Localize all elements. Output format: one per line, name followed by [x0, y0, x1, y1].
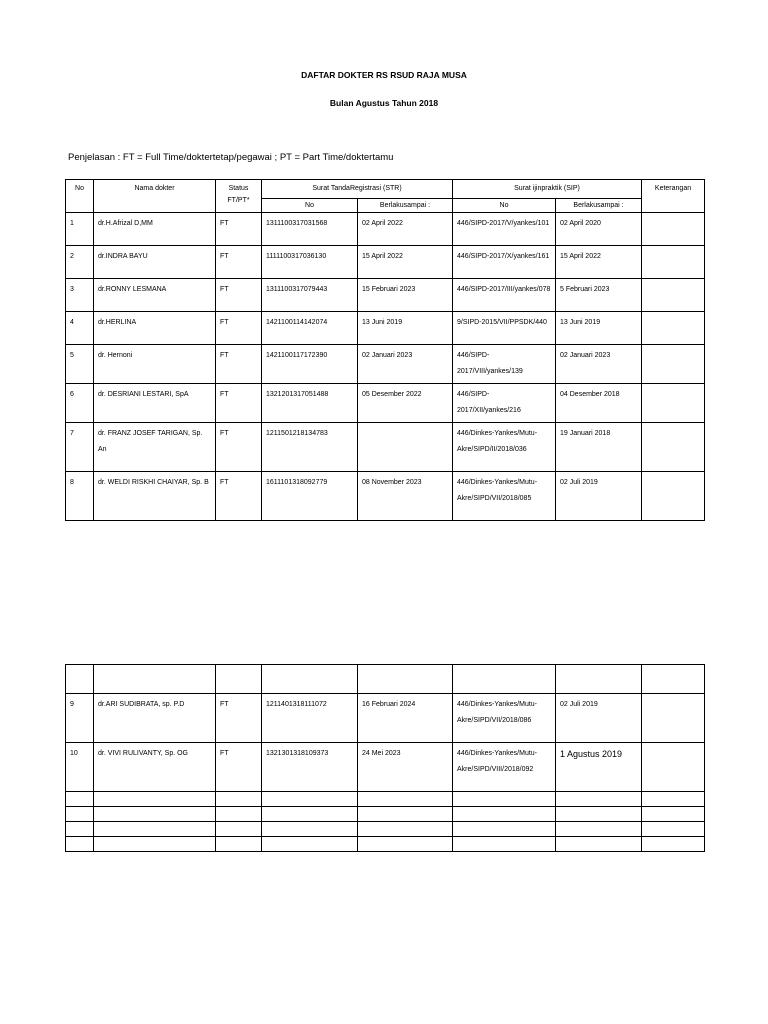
document-title: DAFTAR DOKTER RS RSUD RAJA MUSA [301, 70, 467, 80]
cell-str-berlaku: 15 Februari 2023 [358, 279, 453, 312]
cell-status: FT [216, 384, 262, 423]
header-status: Status FT/PT* [216, 180, 262, 213]
explanation-note: Penjelasan : FT = Full Time/doktertetap/pegawai ; PT = Part Time/doktertamu [68, 152, 394, 163]
cell-sip-no: 446/Dinkes-Yankes/Mutu-Akre/SIPD/II/2018/036 [453, 423, 556, 472]
cell-no: 3 [66, 279, 94, 312]
cell-sip-berlaku: 02 Juli 2019 [556, 694, 642, 743]
cell-keterangan [642, 384, 705, 423]
cell-str-no: 1211401318111072 [262, 694, 358, 743]
empty-row [66, 822, 705, 837]
cell-keterangan [642, 279, 705, 312]
cell-str-berlaku: 24 Mei 2023 [358, 743, 453, 792]
cell-nama: dr. WELDI RISKHI CHAIYAR, Sp. B [94, 472, 216, 521]
table-header-row [66, 180, 705, 199]
cell-keterangan [642, 472, 705, 521]
cell-sip-no: 446/Dinkes-Yankes/Mutu-Akre/SIPD/VII/2018/086 [453, 694, 556, 743]
cell-str-berlaku: 02 Januari 2023 [358, 345, 453, 384]
cell-keterangan [642, 423, 705, 472]
table-row [66, 472, 705, 521]
header-str-berlaku: Berlakusampai : [358, 199, 453, 213]
header-keterangan: Keterangan [642, 180, 705, 213]
cell-no: 5 [66, 345, 94, 384]
cell-sip-berlaku: 02 Januari 2023 [556, 345, 642, 384]
table-row [66, 312, 705, 345]
cell-no: 9 [66, 694, 94, 743]
cell-str-berlaku [358, 423, 453, 472]
cell-str-berlaku: 02 April 2022 [358, 213, 453, 246]
cell-sip-berlaku: 02 April 2020 [556, 213, 642, 246]
cell-nama: dr. Hernoni [94, 345, 216, 384]
cell-keterangan [642, 213, 705, 246]
table-row [66, 345, 705, 384]
table-row [66, 213, 705, 246]
cell-sip-no: 446/SIPD-2017/XII/yankes/216 [453, 384, 556, 423]
cell-sip-no: 446/SIPD-2017/III/yankes/078 [453, 279, 556, 312]
cell-sip-no: 446/SIPD-2017/V/yankes/101 [453, 213, 556, 246]
cell-str-no: 1211501218134783 [262, 423, 358, 472]
cell-no: 8 [66, 472, 94, 521]
cell-sip-berlaku: 13 Juni 2019 [556, 312, 642, 345]
cell-nama: dr. DESRIANI LESTARI, SpA [94, 384, 216, 423]
table-row [66, 743, 705, 792]
cell-sip-no: 446/SIPD-2017/VIII/yankes/139 [453, 345, 556, 384]
doctor-table [65, 179, 705, 521]
cell-sip-berlaku: 1 Agustus 2019 [556, 743, 642, 792]
cell-str-no: 1311100317079443 [262, 279, 358, 312]
cell-str-no: 1321301318109373 [262, 743, 358, 792]
cell-str-berlaku: 08 November 2023 [358, 472, 453, 521]
cell-nama: dr.RONNY LESMANA [94, 279, 216, 312]
cell-sip-berlaku: 5 Februari 2023 [556, 279, 642, 312]
cell-nama: dr.H.Afrizal D,MM [94, 213, 216, 246]
cell-sip-no: 446/Dinkes-Yankes/Mutu-Akre/SIPD/VIII/2018/092 [453, 743, 556, 792]
cell-str-no: 1611101318092779 [262, 472, 358, 521]
cell-no: 10 [66, 743, 94, 792]
empty-row [66, 665, 705, 694]
cell-keterangan [642, 312, 705, 345]
cell-no: 1 [66, 213, 94, 246]
cell-sip-no: 9/SIPD-2015/VII/PPSDK/440 [453, 312, 556, 345]
header-str-no: No [262, 199, 358, 213]
cell-str-no: 1421100117172390 [262, 345, 358, 384]
cell-str-berlaku: 05 Desember 2022 [358, 384, 453, 423]
cell-status: FT [216, 423, 262, 472]
cell-status: FT [216, 345, 262, 384]
table-row [66, 694, 705, 743]
cell-str-no: 1321201317051488 [262, 384, 358, 423]
cell-nama: dr. FRANZ JOSEF TARIGAN, Sp. An [94, 423, 216, 472]
cell-str-berlaku: 15 April 2022 [358, 246, 453, 279]
cell-no: 6 [66, 384, 94, 423]
table-row [66, 384, 705, 423]
empty-row [66, 807, 705, 822]
cell-keterangan [642, 345, 705, 384]
cell-sip-no: 446/SIPD-2017/X/yankes/161 [453, 246, 556, 279]
empty-row [66, 792, 705, 807]
cell-status: FT [216, 279, 262, 312]
cell-sip-berlaku: 19 Januari 2018 [556, 423, 642, 472]
cell-nama: dr.ARI SUDIBRATA, sp. P.D [94, 694, 216, 743]
header-sip: Surat ijinpraktik (SIP) [453, 180, 642, 199]
doctor-table-continued [65, 664, 705, 852]
header-no: No [66, 180, 94, 213]
cell-sip-berlaku: 02 Juli 2019 [556, 472, 642, 521]
empty-row [66, 837, 705, 852]
cell-str-berlaku: 16 Februari 2024 [358, 694, 453, 743]
header-sip-berlaku: Berlakusampai : [556, 199, 642, 213]
cell-keterangan [642, 743, 705, 792]
document-subtitle: Bulan Agustus Tahun 2018 [329, 98, 439, 108]
header-str: Surat TandaRegistrasi (STR) [262, 180, 453, 199]
cell-status: FT [216, 743, 262, 792]
cell-sip-berlaku: 15 April 2022 [556, 246, 642, 279]
cell-status: FT [216, 213, 262, 246]
cell-nama: dr.INDRA BAYU [94, 246, 216, 279]
cell-nama: dr.HERLINA [94, 312, 216, 345]
cell-keterangan [642, 246, 705, 279]
cell-str-no: 1111100317036130 [262, 246, 358, 279]
cell-status: FT [216, 246, 262, 279]
cell-sip-no: 446/Dinkes-Yankes/Mutu-Akre/SIPD/VII/2018/085 [453, 472, 556, 521]
cell-no: 7 [66, 423, 94, 472]
cell-keterangan [642, 694, 705, 743]
table-row [66, 246, 705, 279]
cell-sip-berlaku: 04 Desember 2018 [556, 384, 642, 423]
cell-nama: dr. VIVI RULIVANTY, Sp. OG [94, 743, 216, 792]
cell-status: FT [216, 312, 262, 345]
cell-status: FT [216, 694, 262, 743]
table-row [66, 423, 705, 472]
cell-str-no: 1311100317031568 [262, 213, 358, 246]
header-nama: Nama dokter [94, 180, 216, 213]
cell-no: 2 [66, 246, 94, 279]
cell-str-no: 1421100114142074 [262, 312, 358, 345]
table-row [66, 279, 705, 312]
cell-str-berlaku: 13 Juni 2019 [358, 312, 453, 345]
cell-no: 4 [66, 312, 94, 345]
cell-status: FT [216, 472, 262, 521]
header-sip-no: No [453, 199, 556, 213]
